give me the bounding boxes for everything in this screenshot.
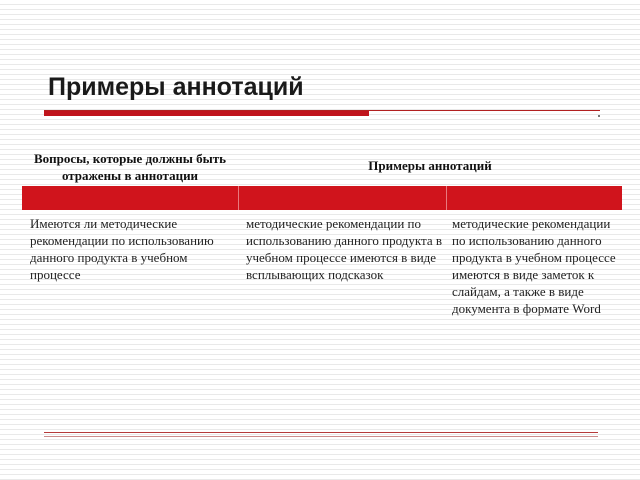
- column-header-questions: Вопросы, которые должны быть отражены в аннотации: [34, 151, 226, 183]
- title-underline-dot: [598, 115, 600, 117]
- band-divider: [238, 186, 239, 210]
- column-header-examples: Примеры аннотаций: [368, 158, 492, 173]
- slide-title: Примеры аннотаций: [48, 73, 304, 101]
- footer-rule-secondary: [44, 436, 598, 437]
- footer-rule: [44, 432, 598, 433]
- table-header-band: [22, 186, 622, 210]
- example-cell-2: методические рекомендации по использованию данного продукта в учебном процессе имеются в виде заметок к слайдам, а также в виде документа в формате Word: [452, 216, 616, 316]
- title-underline-bar: [44, 111, 369, 116]
- example-cell-1: методические рекомендации по использованию данного продукта в учебном процессе имеются в виде всплывающих подсказок: [246, 216, 442, 282]
- question-cell: Имеются ли методические рекомендации по использованию данного продукта в учебном процессе: [30, 216, 214, 282]
- band-divider: [446, 186, 447, 210]
